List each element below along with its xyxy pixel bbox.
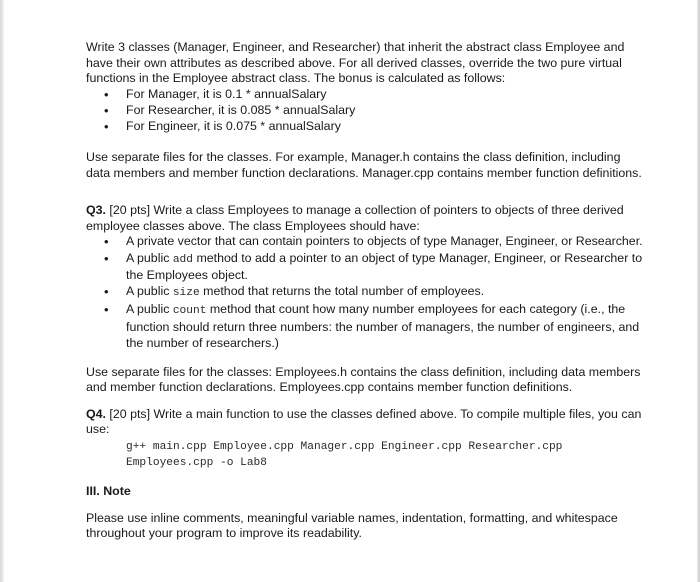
q3-item-size-post: method that returns the total number of employees. — [199, 284, 485, 299]
bonus-item-researcher: • For Researcher, it is 0.085 * annualSalary — [126, 103, 646, 119]
q3-item-add — [126, 251, 646, 284]
q3-item-size-code: size — [172, 287, 200, 300]
compile-command-line-2: Employees.cpp -o Lab8 — [126, 456, 267, 469]
q4-text: [20 pts] Write a main function to use the classes defined above. To compile multiple files, you can use: — [86, 406, 642, 437]
q3-item-count — [126, 302, 646, 351]
q3-label: Q3. — [86, 203, 106, 218]
q3-prompt — [86, 203, 646, 234]
q3-item-size-pre: A public — [126, 284, 173, 299]
q3-item-add-pre: A public — [126, 250, 173, 265]
bonus-list — [86, 87, 646, 135]
compile-command-line-1: g++ main.cpp Employee.cpp Manager.cpp Engineer.cpp Researcher.cpp — [126, 440, 563, 453]
q3-item-count-pre: A public — [126, 302, 173, 317]
intro-paragraph: Write 3 classes (Manager, Engineer, and Researcher) that inherit the abstract class Employee and have their own attributes as described above. For all derived classes, override the two pure virtual functions in the Employee abstract class. The bonus is calculated as follows: — [86, 40, 625, 86]
q3-item-size — [126, 284, 646, 302]
q3-files-note: Use separate files for the classes: Employees.h contains the class definition, including data members and member function declarations. Employees.cpp contains member function definitions. — [86, 364, 641, 395]
bonus-item-manager: • For Manager, it is 0.1 * annualSalary — [126, 87, 646, 103]
q4-label: Q4. — [86, 406, 106, 421]
note-heading: III. Note — [86, 484, 131, 499]
note-text: Please use inline comments, meaningful variable names, indentation, formatting, and whitespace throughout your program to improve its readability. — [86, 510, 618, 541]
intro-files-note: Use separate files for the classes. For example, Manager.h contains the class definition, including data members and member function declarations. Manager.cpp contains member function definitions. — [86, 150, 642, 180]
q3-item-count-post: method that count how many number employees for each category (i.e., the function should return three numbers: the number of managers, the number of engineers, and the number of researchers.) — [126, 302, 640, 350]
q3-text: [20 pts] Write a class Employees to manage a collection of pointers to objects of three derived employee classes above. The class Employees should have: — [86, 203, 624, 233]
q4-prompt — [86, 407, 646, 438]
compile-command — [126, 440, 646, 471]
q3-item-count-code: count — [172, 305, 207, 318]
document-content — [86, 40, 646, 542]
q3-item-vector-text: A private vector that can contain pointers to objects of type Manager, Engineer, or Researcher. — [126, 234, 643, 249]
q3-item-add-code: add — [172, 253, 193, 266]
q3-item-vector — [126, 234, 646, 250]
q3-item-add-post: method to add a pointer to an object of type Manager, Engineer, or Researcher to the Employees object. — [126, 250, 643, 283]
q3-requirements-list — [86, 234, 646, 351]
bonus-item-engineer: • For Engineer, it is 0.075 * annualSalary — [126, 119, 646, 135]
page-edge-left — [0, 0, 4, 582]
